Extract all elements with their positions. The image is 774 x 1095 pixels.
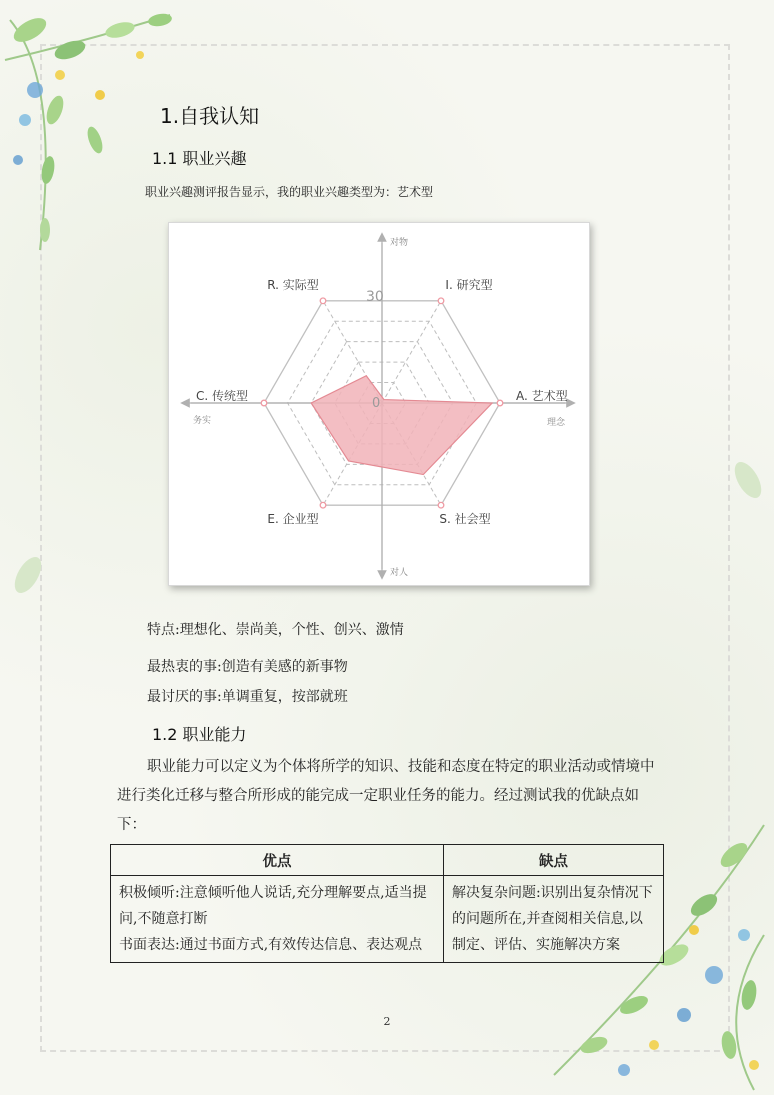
radar-vertex-point [261, 400, 267, 406]
radar-vertex-point [320, 298, 326, 304]
trait-favorite: 最热衷的事:创造有美感的新事物 [147, 659, 348, 675]
page-number: 2 [383, 1015, 391, 1028]
radar-category-label: E. 企业型 [267, 512, 319, 527]
career-interest-radar-chart [168, 222, 590, 586]
axis-label-bottom: 对人 [390, 568, 409, 578]
section-career-interest-title: 1.1 职业兴趣 [152, 149, 247, 168]
scale-min-label: 0 [372, 396, 381, 411]
heading-self-awareness: 1.自我认知 [160, 104, 260, 128]
radar-category-label: A. 艺术型 [516, 389, 568, 403]
trait-dislike: 最讨厌的事:单调重复，按部就班 [147, 689, 348, 705]
career-ability-paragraph: 职业能力可以定义为个体将所学的知识、技能和态度在特定的职业活动或情境中进行类化迁移与整合所形成的能完成一定职业任务的能力。经过测试我的优缺点如下： [117, 759, 655, 833]
section-career-ability-title: 1.2 职业能力 [152, 725, 247, 744]
radar-spoke [382, 301, 441, 403]
leaf-decoration-top-left [0, 0, 200, 260]
radar-vertex-point [438, 298, 444, 304]
radar-category-label: C. 传统型 [195, 389, 248, 403]
pros-item: 积极倾听:注意倾听他人说话,充分理解要点,适当提问,不随意打断 [119, 885, 427, 927]
axis-label-right: 理念 [547, 418, 566, 428]
career-interest-intro: 职业兴趣测评报告显示，我的职业兴趣类型为：艺术型 [145, 185, 434, 199]
radar-vertex-point [320, 502, 326, 508]
leaf-decoration-left [8, 545, 48, 605]
pros-cons-table [110, 844, 664, 963]
axis-label-left: 务实 [193, 416, 212, 426]
cons-cell [444, 876, 664, 963]
axis-label-top: 对物 [390, 238, 409, 248]
pros-cell [111, 876, 444, 963]
radar-vertex-point [497, 400, 503, 406]
pros-item: 书面表达:通过书面方式,有效传达信息、表达观点 [119, 937, 423, 953]
pros-header: 优点 [111, 845, 444, 876]
cons-item: 解决复杂问题:识别出复杂情况下的问题所在,并查阅相关信息,以制定、评估、实施解决方案 [452, 885, 653, 953]
leaf-decoration-right [728, 450, 768, 510]
radar-vertex-point [438, 502, 444, 508]
radar-category-label: I. 研究型 [445, 277, 493, 292]
trait-features: 特点:理想化、崇尚美，个性、创兴、激情 [147, 622, 404, 638]
table-header-row [111, 845, 664, 876]
cons-header: 缺点 [444, 845, 664, 876]
table-row [111, 876, 664, 963]
radar-data-area [311, 376, 492, 475]
radar-chart-svg [169, 223, 589, 585]
radar-category-label: S. 社会型 [439, 512, 491, 527]
scale-max-label: 30 [366, 289, 384, 305]
radar-category-label: R. 实际型 [267, 277, 319, 292]
